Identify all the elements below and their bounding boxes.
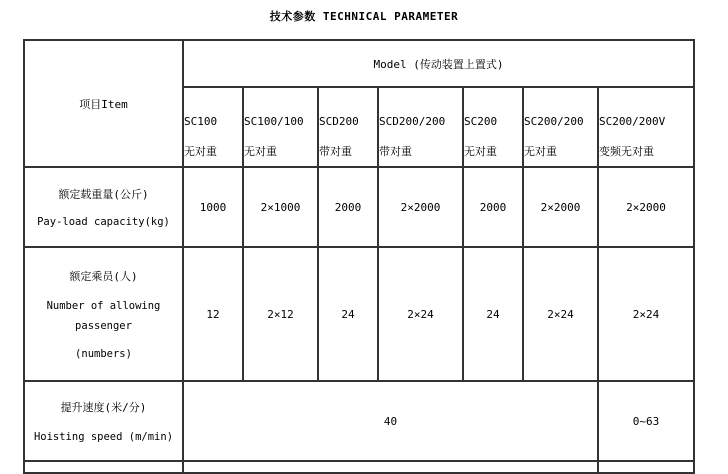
table-cell: 40 xyxy=(183,381,598,461)
table-row xyxy=(24,167,694,247)
model-cell xyxy=(378,87,463,167)
table-cell: 2×2000 xyxy=(523,167,598,247)
model-cell xyxy=(243,87,318,167)
model-note: 带对重 xyxy=(379,144,412,158)
row-label xyxy=(24,167,183,247)
model-cell xyxy=(318,87,378,167)
model-code: SC100/100 xyxy=(244,114,304,128)
model-note: 变频无对重 xyxy=(599,144,654,158)
page-title: 技术参数 TECHNICAL PARAMETER xyxy=(269,10,459,23)
table-row xyxy=(24,381,694,461)
technical-parameter-table xyxy=(23,39,695,474)
table-cell: 2×24 xyxy=(598,247,694,381)
table-row xyxy=(24,247,694,381)
model-code: SC200/200V xyxy=(599,114,666,128)
row-label xyxy=(24,247,183,381)
model-note: 无对重 xyxy=(184,144,217,158)
table-cell: 2×1000 xyxy=(243,167,318,247)
row-label-en: Hoisting speed (m/min) xyxy=(33,431,174,443)
row-label-en: passenger xyxy=(75,320,132,332)
model-note: 无对重 xyxy=(244,144,277,158)
row-label-zh: 提升速度(米/分) xyxy=(60,401,147,414)
table-cell xyxy=(24,461,183,473)
row-label-zh: 额定乘员(人) xyxy=(69,270,138,283)
model-cell xyxy=(463,87,523,167)
row-label-en: Pay-load capacity(kg) xyxy=(37,216,170,228)
model-note: 无对重 xyxy=(464,144,497,158)
table-cell: 24 xyxy=(318,247,378,381)
table-cell: 2×24 xyxy=(378,247,463,381)
table-cell: 2×2000 xyxy=(378,167,463,247)
table-cell: 2000 xyxy=(318,167,378,247)
model-code: SC200/200 xyxy=(524,114,584,128)
table-cell xyxy=(183,461,598,473)
table-cell: 2×2000 xyxy=(598,167,694,247)
table-row xyxy=(24,461,694,473)
table-cell: 24 xyxy=(463,247,523,381)
table-cell: 1000 xyxy=(183,167,243,247)
model-code: SCD200 xyxy=(319,114,359,128)
model-note: 无对重 xyxy=(524,144,557,158)
model-cell xyxy=(183,87,243,167)
item-header: 项目Item xyxy=(24,40,183,167)
row-label-en: Number of allowing xyxy=(46,300,161,312)
table-cell: 2×24 xyxy=(523,247,598,381)
header-row xyxy=(24,40,694,87)
row-label-zh: 额定载重量(公斤) xyxy=(58,188,149,201)
table-cell: 0~63 xyxy=(598,381,694,461)
table-cell xyxy=(598,461,694,473)
model-header: Model (传动装置上置式) xyxy=(183,40,694,87)
model-code: SC200 xyxy=(464,114,498,128)
table-cell: 2×12 xyxy=(243,247,318,381)
row-label-en: (numbers) xyxy=(75,348,132,360)
model-code: SC100 xyxy=(184,114,218,128)
row-label xyxy=(24,381,183,461)
model-code: SCD200/200 xyxy=(379,114,446,128)
table-cell: 12 xyxy=(183,247,243,381)
model-cell xyxy=(523,87,598,167)
model-note: 带对重 xyxy=(319,144,352,158)
model-cell xyxy=(598,87,694,167)
table-cell: 2000 xyxy=(463,167,523,247)
